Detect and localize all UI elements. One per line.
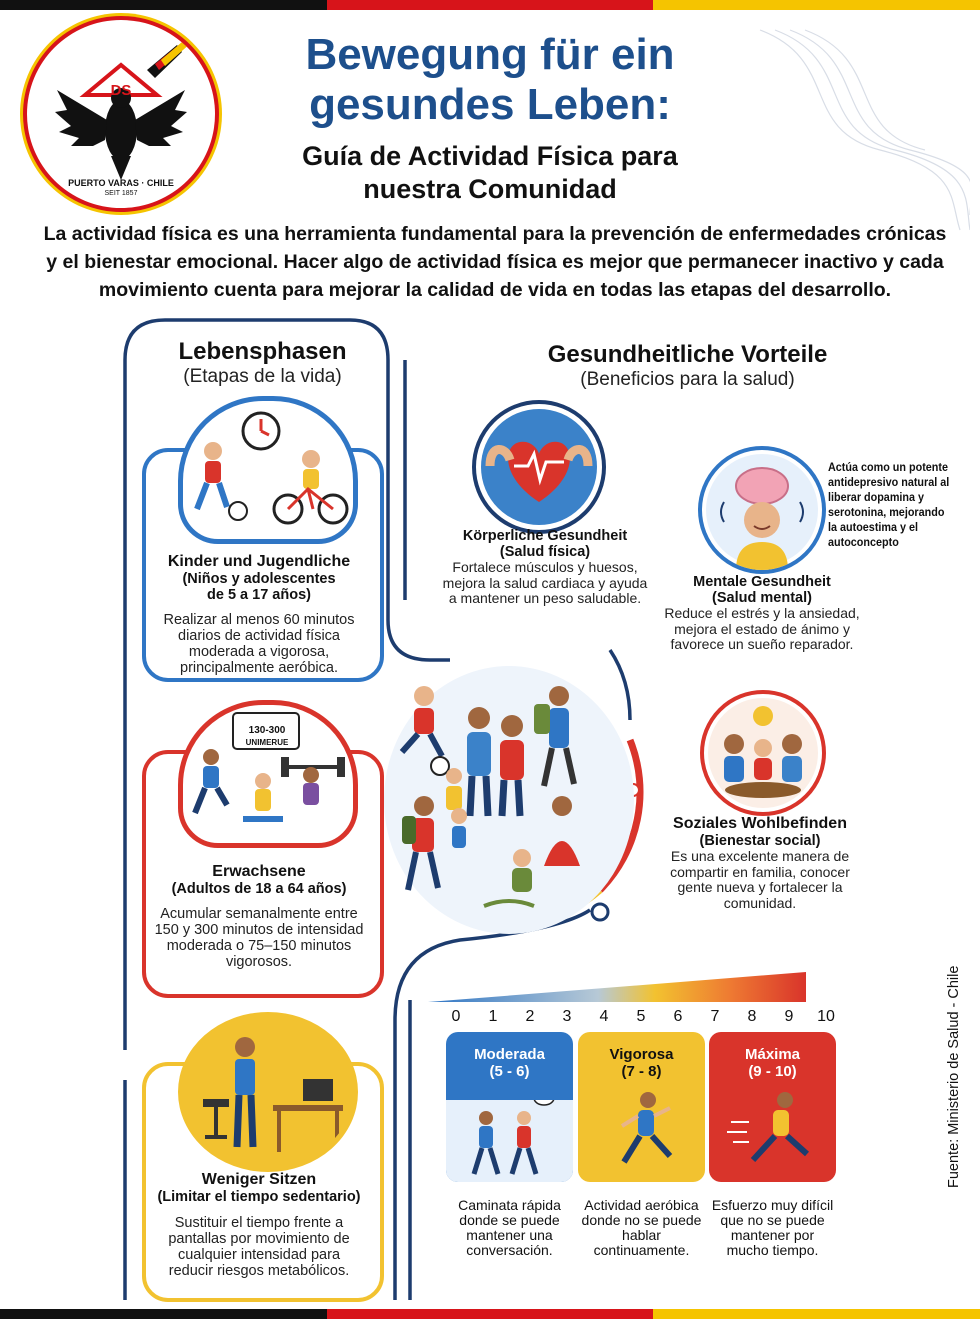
social-wellbeing-description: Es una excelente manera de compartir en familia, conocer gente nueva y fortalecer la comunidad. bbox=[670, 848, 850, 911]
maximum-intensity-box bbox=[709, 1032, 836, 1182]
social-wellbeing-subtitle: (Bienestar social) bbox=[699, 833, 821, 849]
sitting-illustration bbox=[178, 1012, 358, 1172]
scale-number: 3 bbox=[562, 1008, 572, 1025]
benefits-heading bbox=[505, 341, 870, 391]
scale-number: 10 bbox=[817, 1008, 835, 1025]
running-woman-icon bbox=[578, 1072, 705, 1182]
subtitle-line-2: nuestra Comunidad bbox=[363, 174, 617, 204]
vigorous-range: (7 - 8) bbox=[621, 1063, 662, 1080]
kids-description: Realizar al menos 60 minutos diarios de actividad física moderada a vigorosa, principalmente aeróbica. bbox=[163, 612, 355, 676]
benefits-title: Gesundheitliche Vorteile bbox=[547, 341, 828, 368]
physical-health-title: Körperliche Gesundheit bbox=[462, 528, 628, 544]
physical-health-illustration bbox=[472, 400, 606, 534]
scale-number: 9 bbox=[784, 1008, 794, 1025]
life-stages-subtitle: (Etapas de la vida) bbox=[183, 366, 342, 387]
sixty-badge-number: 60 bbox=[250, 459, 270, 478]
scale-number: 1 bbox=[488, 1008, 498, 1025]
mental-health-title: Mentale Gesundheit bbox=[693, 574, 831, 590]
calendar-label-2: UNIMERUE bbox=[245, 738, 289, 747]
subtitle-line-1: Guía de Actividad Física para bbox=[302, 141, 678, 171]
adults-illustration bbox=[178, 700, 358, 848]
walking-people-icon bbox=[446, 1100, 573, 1182]
adults-text-block bbox=[148, 862, 370, 970]
scale-number: 0 bbox=[451, 1008, 461, 1025]
main-title bbox=[220, 30, 760, 130]
kids-title: Kinder und Jugendliche bbox=[167, 553, 351, 570]
scale-number: 6 bbox=[673, 1008, 683, 1025]
benefits-subtitle: (Beneficios para la salud) bbox=[580, 369, 795, 390]
maximum-description: Esfuerzo muy difícil que no se puede mantener por mucho tiempo. bbox=[711, 1197, 834, 1258]
vigorous-description: Actividad aeróbica donde no se puede hablar continuamente. bbox=[581, 1197, 702, 1258]
moderate-range: (5 - 6) bbox=[489, 1063, 530, 1080]
mental-health-description: Reduce el estrés y la ansiedad, mejora el estado de ánimo y favorece un sueño reparador. bbox=[664, 605, 860, 652]
standing-desk-icon bbox=[183, 1017, 353, 1167]
adults-subtitle: (Adultos de 18 a 64 años) bbox=[171, 881, 347, 897]
central-community-illustration bbox=[384, 666, 634, 934]
source-credit: Fuente: Ministerio de Salud - Chile bbox=[946, 965, 962, 1188]
adults-title: Erwachsene bbox=[212, 863, 306, 880]
social-wellbeing-text bbox=[660, 814, 860, 911]
life-stages-title: Lebensphasen bbox=[178, 338, 347, 365]
physical-health-text bbox=[440, 528, 650, 607]
life-stages-heading bbox=[140, 338, 385, 388]
scale-number: 5 bbox=[636, 1008, 646, 1025]
heart-muscle-icon bbox=[476, 404, 602, 530]
vigorous-intensity-box bbox=[578, 1032, 705, 1182]
moderate-description: Caminata rápida donde se puede mantener una conversación. bbox=[458, 1197, 561, 1258]
vigorous-label: Vigorosa bbox=[609, 1046, 674, 1063]
bottom-flag-stripe bbox=[0, 1309, 980, 1319]
scale-number: 2 bbox=[525, 1008, 535, 1025]
maximum-label: Máxima bbox=[744, 1046, 801, 1063]
friends-meal-icon bbox=[704, 694, 822, 812]
adults-description: Acumular semanalmente entre 150 y 300 minutos de intensidad moderada o 75–150 minutos vigorosos. bbox=[154, 906, 364, 970]
kids-subtitle-line-1: (Niños y adolescentes bbox=[182, 571, 336, 587]
sitting-subtitle: (Limitar el tiempo sedentario) bbox=[157, 1189, 361, 1205]
family-community-icon bbox=[384, 666, 634, 934]
physical-health-subtitle: (Salud física) bbox=[499, 544, 591, 560]
mental-health-subtitle: (Salud mental) bbox=[712, 590, 812, 606]
kids-subtitle-line-2: de 5 a 17 años) bbox=[207, 587, 311, 603]
social-wellbeing-illustration bbox=[700, 690, 826, 816]
logo-initials: DS bbox=[110, 82, 132, 99]
source-container bbox=[946, 948, 970, 1188]
kids-illustration bbox=[178, 396, 358, 544]
main-title-line-2: gesundes Leben: bbox=[309, 80, 671, 129]
happy-brain-icon bbox=[702, 450, 822, 570]
sitting-description: Sustituir el tiempo frente a pantallas por movimiento de cualquier intensidad para reducir riesgos metabólicos. bbox=[168, 1215, 350, 1279]
sprinting-man-icon bbox=[709, 1072, 836, 1182]
mental-health-illustration bbox=[698, 446, 826, 574]
top-flag-stripe bbox=[0, 0, 980, 10]
mental-health-side-note: Actúa como un potente antidepresivo natural al liberar dopamina y serotonina, mejorando la autoestima y el autoconcepto bbox=[828, 460, 950, 549]
mental-health-text bbox=[662, 574, 862, 653]
logo-ring-text: PUERTO VARAS · CHILE bbox=[68, 178, 174, 188]
scale-number: 8 bbox=[747, 1008, 757, 1025]
subtitle bbox=[230, 140, 750, 206]
club-logo bbox=[27, 20, 215, 208]
scale-number: 4 bbox=[599, 1008, 609, 1025]
maximum-range: (9 - 10) bbox=[748, 1063, 797, 1080]
intensity-gradient-bar bbox=[428, 966, 838, 1006]
sitting-title: Weniger Sitzen bbox=[201, 1171, 317, 1188]
intensity-scale-numbers bbox=[444, 1008, 834, 1028]
scale-number: 7 bbox=[710, 1008, 720, 1025]
calendar-label-1: 130-300 bbox=[248, 725, 286, 736]
logo-since-text: SEIT 1857 bbox=[104, 190, 138, 197]
main-title-line-1: Bewegung für ein bbox=[305, 30, 675, 79]
moderate-label: Moderada bbox=[474, 1046, 545, 1063]
intro-paragraph: La actividad física es una herramienta fundamental para la prevención de enfermedades crónicas y el bienestar emocional. Hacer algo de actividad física es mejor que permanecer inactivo y cada movimiento cuenta para mejorar la calidad de vida en todas las etapas del desarrollo. bbox=[43, 223, 947, 301]
kids-text-block bbox=[148, 552, 370, 676]
social-wellbeing-title: Soziales Wohlbefinden bbox=[673, 815, 847, 832]
sitting-text-block bbox=[148, 1170, 370, 1279]
sixty-badge-unit: MINUTOS bbox=[241, 480, 279, 489]
moderate-intensity-box bbox=[446, 1032, 573, 1182]
physical-health-description: Fortalece músculos y huesos, mejora la salud cardiaca y ayuda a mantener un peso saludable. bbox=[442, 559, 648, 606]
